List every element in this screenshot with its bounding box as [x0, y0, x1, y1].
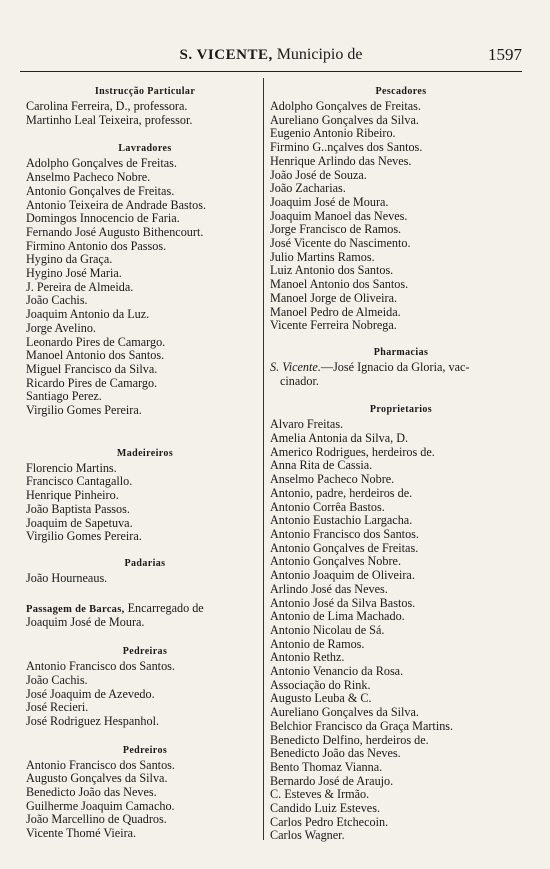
list-item: Domingos Innocencio de Faria.	[26, 212, 180, 226]
list-item: Antonio Joaquim de Oliveira.	[270, 569, 415, 583]
list-item: João Zacharias.	[270, 182, 346, 196]
list-item: Guilherme Joaquim Camacho.	[26, 799, 175, 813]
header-title	[20, 44, 522, 66]
page-header	[20, 44, 522, 66]
list-item: Antonio Gonçalves de Freitas.	[270, 541, 419, 555]
list-item: João Cachis.	[26, 294, 88, 308]
list-item: Antonio Corrêa Bastos.	[270, 500, 385, 514]
list-item: Eugenio Antonio Ribeiro.	[270, 127, 396, 141]
list-item: Virgilio Gomes Pereira.	[26, 404, 142, 418]
list-item: Bento Thomaz Vianna.	[270, 760, 383, 774]
left-column	[26, 86, 264, 859]
section-heading: Proprietarios	[369, 404, 433, 416]
list-item: Aureliano Gonçalves da Silva.	[270, 113, 419, 127]
list-item: Augusto Gonçalves da Silva.	[26, 772, 168, 786]
list-item: Jorge Avelino.	[26, 321, 96, 335]
list-item: Anna Rita de Cassia.	[270, 459, 373, 473]
list-item: Manoel Antonio dos Santos.	[26, 349, 165, 363]
list-item: Vicente Ferreira Nobrega.	[270, 319, 397, 333]
section-pescadores	[270, 86, 532, 333]
list-item: Carlos Pedro Etchecoin.	[270, 815, 389, 829]
section-heading: Instrucção Particular	[94, 86, 196, 97]
list-item: Florencio Martins.	[26, 461, 117, 475]
list-item: Antonio José da Silva Bastos.	[270, 596, 416, 610]
section-heading: Padarias	[124, 557, 166, 569]
section-passagem	[26, 602, 264, 630]
section-heading: Pescadores	[375, 86, 427, 97]
section-lavradores	[26, 143, 264, 417]
list-item: José Joaquim de Azevedo.	[26, 687, 155, 701]
list-item: Amelia Antonia da Silva, D.	[270, 432, 409, 446]
list-item: Vicente Thomé Vieira.	[26, 827, 137, 841]
list-item: Antonio Teixeira de Andrade Bastos.	[26, 198, 207, 212]
section-pharmacias	[270, 347, 532, 388]
section-heading: Madeireiros	[116, 447, 174, 459]
list-item: Benedicto João das Neves.	[26, 786, 157, 800]
list-item: João Marcellino de Quadros.	[26, 813, 167, 827]
list-item: Leonardo Pires de Camargo.	[26, 335, 166, 349]
list-item: Hygino José Maria.	[26, 267, 122, 281]
list-item: Luiz Antonio dos Santos.	[270, 264, 394, 278]
list-item: Henrique Arlindo das Neves.	[270, 154, 412, 168]
list-item: José Recieri.	[26, 701, 89, 715]
list-item: José Rodriguez Hespanhol.	[26, 714, 160, 728]
list-item: Belchior Francisco da Graça Martins.	[270, 719, 454, 733]
list-item: Miguel Francisco da Silva.	[26, 362, 158, 376]
section-padarias	[26, 558, 264, 586]
list-item: Manoel Jorge de Oliveira.	[270, 291, 398, 305]
section-proprietarios	[270, 404, 532, 843]
section-heading: Passagem de Barcas,	[26, 603, 125, 615]
list-item: J. Pereira de Almeida.	[26, 280, 134, 294]
list-item: Arlindo José das Neves.	[270, 582, 388, 596]
pharmacia-entry	[270, 361, 532, 375]
list-item: Adolpho Gonçalves de Freitas.	[26, 157, 177, 171]
list-item: C. Esteves & Irmão.	[270, 788, 370, 802]
list-item: Ricardo Pires de Camargo.	[26, 376, 158, 390]
list-item: Antonio Francisco dos Santos.	[26, 660, 175, 674]
list-item: Hygino da Graça.	[26, 253, 113, 267]
list-item: Antonio Francisco dos Santos.	[270, 527, 419, 541]
list-item: Antonio Rethz.	[270, 651, 345, 665]
list-item: Aureliano Gonçalves da Silva.	[270, 706, 419, 720]
list-item: Firmino G..nçalves dos Santos.	[270, 141, 423, 155]
section-pedreiros	[26, 745, 264, 841]
section-heading: Pedreiras	[122, 646, 168, 658]
list-item: Santiago Perez.	[26, 390, 102, 404]
section-heading: Pedreiros	[122, 744, 168, 756]
list-item: Joaquim de Sapetuva.	[26, 516, 133, 530]
list-item: Benedicto Delfino, herdeiros de.	[270, 733, 429, 747]
header-rule	[20, 71, 522, 72]
list-item: Antonio Gonçalves Nobre.	[270, 555, 401, 569]
list-item: Francisco Cantagallo.	[26, 475, 133, 489]
pharmacia-entry-text: —José Ignacio da Gloria, vac-	[320, 360, 470, 374]
list-item: Benedicto João das Neves.	[270, 747, 401, 761]
list-item: Bernardo José de Araujo.	[270, 774, 394, 788]
list-item: Joaquim José de Moura.	[26, 616, 145, 630]
list-item: José Vicente do Nascimento.	[270, 237, 411, 251]
pharmacia-entry-cont: cinador.	[280, 374, 319, 388]
list-item: Julio Martins Ramos.	[270, 250, 375, 264]
list-item: Carlos Wagner.	[270, 829, 345, 843]
list-item: Antonio Eustachio Largacha.	[270, 514, 413, 528]
section-madeireiros	[26, 448, 264, 544]
list-item: Jorge Francisco de Ramos.	[270, 223, 402, 237]
list-item: João Cachis.	[26, 673, 88, 687]
passagem-heading-rest: Encarregado de	[127, 601, 204, 615]
section-instrucao	[26, 86, 264, 127]
list-item: Joaquim Antonio da Luz.	[26, 308, 150, 322]
list-item: Antonio Gonçalves de Freitas.	[26, 184, 175, 198]
list-item: Manoel Pedro de Almeida.	[270, 305, 401, 319]
list-item: Virgilio Gomes Pereira.	[26, 530, 142, 544]
section-heading: Pharmacias	[373, 346, 429, 358]
page-number: 1597	[488, 45, 522, 64]
list-item: Antonio Nicolau de Sá.	[270, 623, 385, 637]
list-item: Antonio de Ramos.	[270, 637, 365, 651]
list-item: Fernando José Augusto Bithencourt.	[26, 225, 204, 239]
list-item: Antonio Francisco dos Santos.	[26, 758, 175, 772]
list-item: Joaquim José de Moura.	[270, 195, 389, 209]
list-item: Martinho Leal Teixeira, professor.	[26, 113, 193, 127]
list-item: Alvaro Freitas.	[270, 418, 344, 432]
list-item: Candido Luiz Esteves.	[270, 802, 381, 816]
section-pedreiras	[26, 646, 264, 729]
header-place: S. VICENTE,	[179, 47, 273, 63]
list-item: Americo Rodrigues, herdeiros de.	[270, 445, 435, 459]
list-item: Joaquim Manoel das Neves.	[270, 209, 408, 223]
list-item: Antonio Venancio da Rosa.	[270, 665, 404, 679]
list-item: Anselmo Pacheco Nobre.	[26, 171, 151, 185]
list-item: Adolpho Gonçalves de Freitas.	[270, 100, 421, 113]
header-subtitle: Municipio de	[276, 46, 363, 63]
list-item: Antonio de Lima Machado.	[270, 610, 405, 624]
right-column	[270, 86, 532, 861]
list-item: Manoel Antonio dos Santos.	[270, 278, 409, 292]
section-heading: Lavradores	[118, 143, 172, 155]
list-item: João Hourneaus.	[26, 571, 108, 585]
list-item: Henrique Pinheiro.	[26, 489, 119, 503]
list-item: João José de Souza.	[270, 168, 367, 182]
passagem-heading-line	[26, 602, 264, 617]
list-item: Anselmo Pacheco Nobre.	[270, 473, 395, 487]
pharmacia-place: S. Vicente.	[270, 360, 321, 374]
list-item: Antonio, padre, herdeiros de.	[270, 486, 413, 500]
list-item: Associação do Rink.	[270, 678, 371, 692]
list-item: Augusto Leuba & C.	[270, 692, 372, 706]
list-item: Firmino Antonio dos Passos.	[26, 239, 167, 253]
list-item: João Baptista Passos.	[26, 502, 130, 516]
list-item: Carolina Ferreira, D., professora.	[26, 100, 188, 113]
